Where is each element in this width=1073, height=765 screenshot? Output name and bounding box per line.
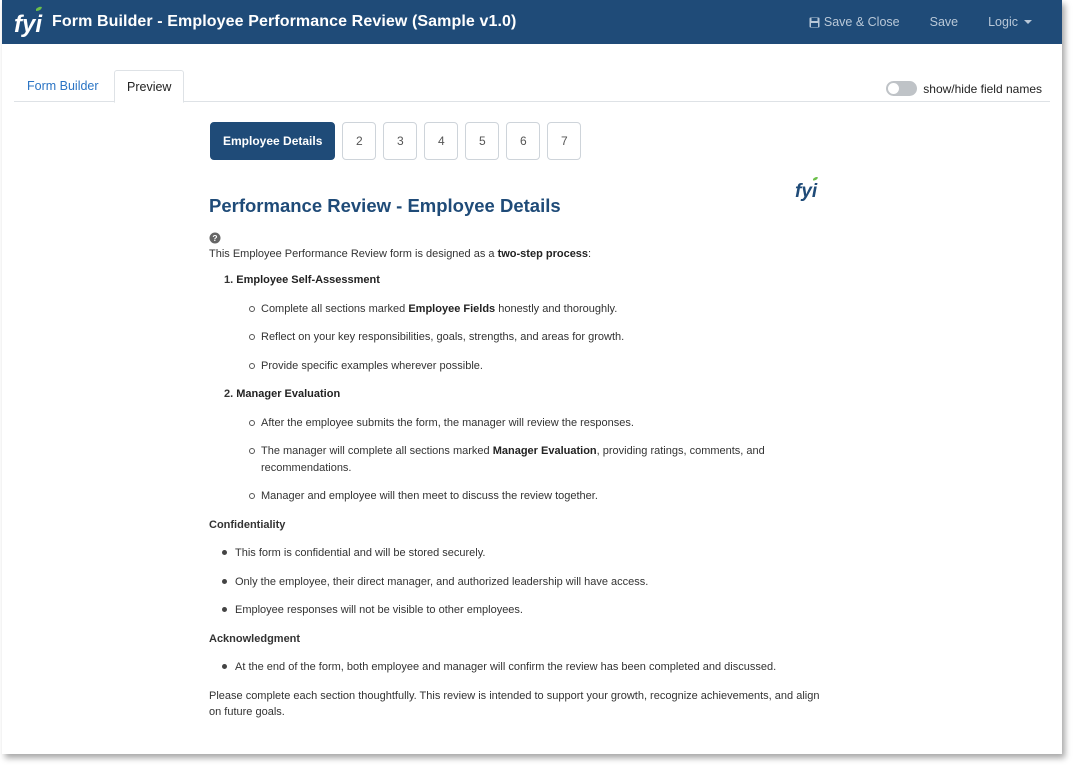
confidentiality-heading: Confidentiality [209,518,286,531]
field-names-toggle-label: show/hide field names [923,81,1042,96]
step-heading [224,386,834,403]
floppy-disk-icon [809,17,820,28]
list-item: Only the employee, their direct manager, and authorized leadership will have access. [235,574,834,591]
page-navigation [210,122,588,160]
bullet-text: Complete all sections marked [261,302,409,315]
fyi-logo-icon[interactable] [14,0,44,44]
toolbar [794,0,1062,44]
list-item [224,386,834,505]
acknowledgment-heading: Acknowledgment [209,632,301,645]
list-item: Provide specific examples wherever possible. [261,358,834,375]
step-title: Manager Evaluation [236,388,341,401]
top-bar [2,0,1062,44]
step-bullets [224,301,834,375]
confidentiality-list [209,545,834,619]
list-item [261,443,834,476]
page-button-4[interactable]: 4 [424,122,458,160]
bullet-bold: Manager Evaluation [492,445,597,458]
svg-text:fyi: fyi [795,181,818,202]
caret-down-icon [1024,20,1032,24]
page-button-6[interactable]: 6 [506,122,540,160]
page-button-employee-details[interactable]: Employee Details [210,122,335,160]
acknowledgment-list [209,659,834,676]
intro-bold: two-step process [497,247,589,260]
step-bullets [224,415,834,505]
list-item: Employee responses will not be visible to other employees. [235,602,834,619]
bullet-text: The manager will complete all sections marked [261,445,493,458]
list-item: Manager and employee will then meet to discuss the review together. [261,488,834,505]
question-circle-icon[interactable] [209,232,221,244]
field-names-toggle-group [886,81,1042,96]
list-item: This form is confidential and will be stored securely. [235,545,834,562]
form-content [209,178,834,721]
save-close-button[interactable] [794,0,915,44]
list-item: After the employee submits the form, the manager will review the responses. [261,415,834,432]
app-title: Form Builder - Employee Performance Review (Sample v1.0) [52,13,517,30]
tabs-row [14,44,1050,102]
page-title: Performance Review - Employee Details [209,195,561,216]
list-item [224,272,834,374]
svg-text:fyi: fyi [14,11,43,38]
intro-text-end: : [588,247,592,260]
logic-label: Logic [988,15,1018,29]
list-item [261,301,834,318]
bullet-text: , providing ratings, comments, and recommendations. [261,445,765,474]
tab-preview[interactable]: Preview [114,70,184,103]
save-close-label: Save & Close [823,15,900,29]
step-heading [224,272,834,289]
process-steps [209,272,834,505]
bullet-text: honestly and thoroughly. [495,302,618,315]
bullet-bold: Employee Fields [408,302,496,315]
field-names-toggle[interactable] [886,81,917,96]
tab-form-builder[interactable]: Form Builder [27,79,99,93]
step-number: 2. [224,388,234,401]
logic-dropdown[interactable] [973,0,1062,44]
closing-text: Please complete each section thoughtfully. This review is intended to support your growth, recognize achievements, and align on future goals. [209,689,820,719]
svg-text:?: ? [212,232,218,243]
page-button-5[interactable]: 5 [465,122,499,160]
list-item: At the end of the form, both employee and manager will confirm the review has been completed and discussed. [235,659,834,676]
save-label: Save [929,15,959,29]
page-button-2[interactable]: 2 [342,122,376,160]
step-title: Employee Self-Assessment [236,274,380,287]
intro-text [209,246,834,263]
page-button-7[interactable]: 7 [547,122,581,160]
step-number: 1. [224,274,234,287]
intro-text-part: This Employee Performance Review form is designed as a [209,247,498,260]
save-button[interactable] [915,0,974,44]
page-button-3[interactable]: 3 [383,122,417,160]
list-item: Reflect on your key responsibilities, goals, strengths, and areas for growth. [261,329,834,346]
